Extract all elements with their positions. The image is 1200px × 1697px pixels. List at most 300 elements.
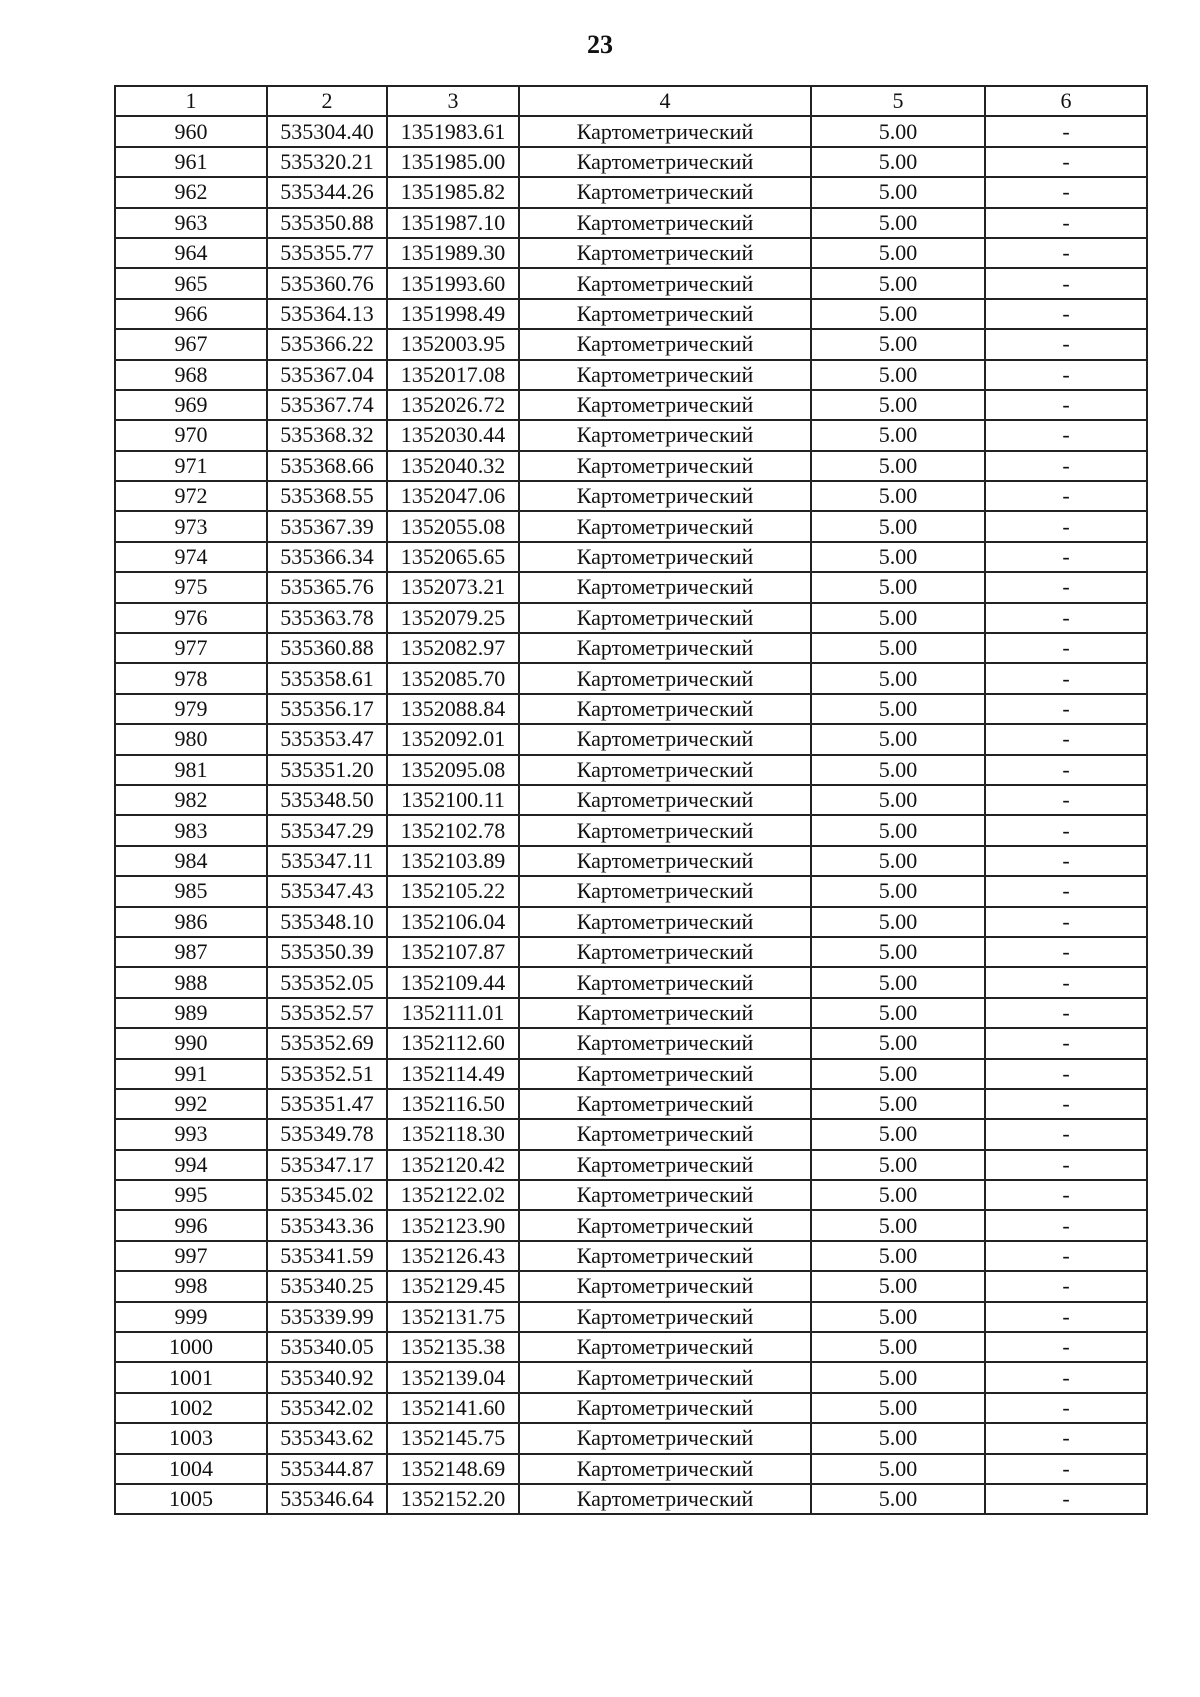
cell-y-coordinate: 1352122.02 <box>387 1180 519 1210</box>
cell-note: - <box>985 420 1147 450</box>
cell-accuracy: 5.00 <box>811 329 985 359</box>
cell-method: Картометрический <box>519 1332 811 1362</box>
cell-accuracy: 5.00 <box>811 1241 985 1271</box>
cell-note: - <box>985 998 1147 1028</box>
cell-y-coordinate: 1351985.00 <box>387 147 519 177</box>
cell-point-number: 1002 <box>115 1393 267 1423</box>
cell-accuracy: 5.00 <box>811 451 985 481</box>
cell-note: - <box>985 390 1147 420</box>
cell-note: - <box>985 360 1147 390</box>
table-row <box>115 1454 1147 1484</box>
cell-x-coordinate: 535350.39 <box>267 937 387 967</box>
cell-point-number: 962 <box>115 177 267 207</box>
table-row <box>115 1210 1147 1240</box>
cell-x-coordinate: 535348.50 <box>267 785 387 815</box>
cell-point-number: 979 <box>115 694 267 724</box>
cell-method: Картометрический <box>519 998 811 1028</box>
cell-method: Картометрический <box>519 1028 811 1058</box>
table-row <box>115 1180 1147 1210</box>
table-row <box>115 542 1147 572</box>
cell-x-coordinate: 535342.02 <box>267 1393 387 1423</box>
table-row <box>115 481 1147 511</box>
cell-accuracy: 5.00 <box>811 876 985 906</box>
cell-x-coordinate: 535345.02 <box>267 1180 387 1210</box>
cell-point-number: 961 <box>115 147 267 177</box>
cell-point-number: 992 <box>115 1089 267 1119</box>
cell-note: - <box>985 177 1147 207</box>
cell-note: - <box>985 1454 1147 1484</box>
cell-y-coordinate: 1352105.22 <box>387 876 519 906</box>
cell-point-number: 980 <box>115 724 267 754</box>
table-row <box>115 633 1147 663</box>
table-row <box>115 420 1147 450</box>
cell-x-coordinate: 535320.21 <box>267 147 387 177</box>
cell-method: Картометрический <box>519 238 811 268</box>
cell-accuracy: 5.00 <box>811 268 985 298</box>
cell-accuracy: 5.00 <box>811 238 985 268</box>
cell-accuracy: 5.00 <box>811 1059 985 1089</box>
cell-point-number: 977 <box>115 633 267 663</box>
cell-y-coordinate: 1352040.32 <box>387 451 519 481</box>
table-row <box>115 724 1147 754</box>
cell-y-coordinate: 1352111.01 <box>387 998 519 1028</box>
cell-x-coordinate: 535348.10 <box>267 907 387 937</box>
cell-method: Картометрический <box>519 1119 811 1149</box>
table-row <box>115 147 1147 177</box>
page-number: 23 <box>587 30 613 59</box>
cell-method: Картометрический <box>519 360 811 390</box>
cell-method: Картометрический <box>519 1241 811 1271</box>
cell-y-coordinate: 1352100.11 <box>387 785 519 815</box>
table-row <box>115 1302 1147 1332</box>
table-row <box>115 907 1147 937</box>
cell-method: Картометрический <box>519 1362 811 1392</box>
table-row <box>115 451 1147 481</box>
cell-x-coordinate: 535368.66 <box>267 451 387 481</box>
cell-method: Картометрический <box>519 694 811 724</box>
cell-method: Картометрический <box>519 177 811 207</box>
cell-y-coordinate: 1352109.44 <box>387 967 519 997</box>
cell-method: Картометрический <box>519 876 811 906</box>
cell-x-coordinate: 535304.40 <box>267 116 387 146</box>
cell-accuracy: 5.00 <box>811 1393 985 1423</box>
cell-note: - <box>985 268 1147 298</box>
cell-accuracy: 5.00 <box>811 1028 985 1058</box>
cell-x-coordinate: 535340.25 <box>267 1271 387 1301</box>
cell-method: Картометрический <box>519 1150 811 1180</box>
cell-x-coordinate: 535343.62 <box>267 1423 387 1453</box>
cell-method: Картометрический <box>519 633 811 663</box>
cell-y-coordinate: 1352047.06 <box>387 481 519 511</box>
column-header-3: 3 <box>387 86 519 116</box>
cell-method: Картометрический <box>519 390 811 420</box>
cell-accuracy: 5.00 <box>811 208 985 238</box>
cell-method: Картометрический <box>519 967 811 997</box>
cell-y-coordinate: 1352145.75 <box>387 1423 519 1453</box>
cell-method: Картометрический <box>519 420 811 450</box>
cell-point-number: 990 <box>115 1028 267 1058</box>
table-row <box>115 694 1147 724</box>
cell-y-coordinate: 1352085.70 <box>387 663 519 693</box>
cell-point-number: 987 <box>115 937 267 967</box>
cell-x-coordinate: 535367.39 <box>267 511 387 541</box>
cell-method: Картометрический <box>519 572 811 602</box>
table-row <box>115 1119 1147 1149</box>
cell-accuracy: 5.00 <box>811 663 985 693</box>
cell-note: - <box>985 1028 1147 1058</box>
table-row <box>115 815 1147 845</box>
cell-note: - <box>985 603 1147 633</box>
table-row <box>115 1059 1147 1089</box>
cell-accuracy: 5.00 <box>811 542 985 572</box>
cell-accuracy: 5.00 <box>811 1180 985 1210</box>
cell-point-number: 1001 <box>115 1362 267 1392</box>
cell-accuracy: 5.00 <box>811 1302 985 1332</box>
cell-y-coordinate: 1352030.44 <box>387 420 519 450</box>
cell-point-number: 983 <box>115 815 267 845</box>
cell-x-coordinate: 535347.29 <box>267 815 387 845</box>
cell-method: Картометрический <box>519 785 811 815</box>
cell-point-number: 970 <box>115 420 267 450</box>
column-header-6: 6 <box>985 86 1147 116</box>
cell-y-coordinate: 1352135.38 <box>387 1332 519 1362</box>
cell-note: - <box>985 785 1147 815</box>
table-row <box>115 663 1147 693</box>
cell-point-number: 971 <box>115 451 267 481</box>
cell-x-coordinate: 535347.43 <box>267 876 387 906</box>
cell-x-coordinate: 535358.61 <box>267 663 387 693</box>
cell-y-coordinate: 1351989.30 <box>387 238 519 268</box>
table-body <box>115 116 1147 1514</box>
cell-note: - <box>985 1271 1147 1301</box>
cell-note: - <box>985 1150 1147 1180</box>
cell-point-number: 960 <box>115 116 267 146</box>
cell-accuracy: 5.00 <box>811 785 985 815</box>
cell-point-number: 975 <box>115 572 267 602</box>
cell-accuracy: 5.00 <box>811 846 985 876</box>
table-row <box>115 876 1147 906</box>
cell-point-number: 1005 <box>115 1484 267 1514</box>
cell-y-coordinate: 1352114.49 <box>387 1059 519 1089</box>
cell-note: - <box>985 572 1147 602</box>
cell-y-coordinate: 1352141.60 <box>387 1393 519 1423</box>
cell-y-coordinate: 1352065.65 <box>387 542 519 572</box>
cell-point-number: 968 <box>115 360 267 390</box>
cell-method: Картометрический <box>519 1059 811 1089</box>
cell-x-coordinate: 535347.17 <box>267 1150 387 1180</box>
cell-note: - <box>985 1241 1147 1271</box>
cell-method: Картометрический <box>519 815 811 845</box>
cell-method: Картометрический <box>519 1484 811 1514</box>
cell-point-number: 965 <box>115 268 267 298</box>
cell-method: Картометрический <box>519 1180 811 1210</box>
cell-point-number: 988 <box>115 967 267 997</box>
cell-y-coordinate: 1352129.45 <box>387 1271 519 1301</box>
cell-point-number: 972 <box>115 481 267 511</box>
cell-note: - <box>985 1059 1147 1089</box>
cell-x-coordinate: 535363.78 <box>267 603 387 633</box>
cell-y-coordinate: 1352118.30 <box>387 1119 519 1149</box>
cell-point-number: 1003 <box>115 1423 267 1453</box>
table-row <box>115 1423 1147 1453</box>
cell-y-coordinate: 1352003.95 <box>387 329 519 359</box>
cell-x-coordinate: 535367.74 <box>267 390 387 420</box>
cell-x-coordinate: 535351.20 <box>267 755 387 785</box>
cell-x-coordinate: 535355.77 <box>267 238 387 268</box>
cell-point-number: 974 <box>115 542 267 572</box>
cell-note: - <box>985 1332 1147 1362</box>
table-row <box>115 360 1147 390</box>
cell-method: Картометрический <box>519 1089 811 1119</box>
cell-note: - <box>985 633 1147 663</box>
cell-method: Картометрический <box>519 1210 811 1240</box>
cell-method: Картометрический <box>519 329 811 359</box>
table-row <box>115 603 1147 633</box>
cell-accuracy: 5.00 <box>811 1210 985 1240</box>
cell-point-number: 997 <box>115 1241 267 1271</box>
cell-accuracy: 5.00 <box>811 1362 985 1392</box>
cell-note: - <box>985 694 1147 724</box>
cell-note: - <box>985 846 1147 876</box>
table-row <box>115 299 1147 329</box>
column-header-5: 5 <box>811 86 985 116</box>
table-row <box>115 755 1147 785</box>
cell-y-coordinate: 1352088.84 <box>387 694 519 724</box>
cell-point-number: 1000 <box>115 1332 267 1362</box>
cell-accuracy: 5.00 <box>811 420 985 450</box>
cell-point-number: 993 <box>115 1119 267 1149</box>
cell-method: Картометрический <box>519 1271 811 1301</box>
table-row <box>115 1150 1147 1180</box>
cell-y-coordinate: 1352095.08 <box>387 755 519 785</box>
cell-x-coordinate: 535346.64 <box>267 1484 387 1514</box>
table-row <box>115 329 1147 359</box>
cell-method: Картометрический <box>519 511 811 541</box>
cell-x-coordinate: 535344.26 <box>267 177 387 207</box>
cell-y-coordinate: 1351983.61 <box>387 116 519 146</box>
cell-method: Картометрический <box>519 1454 811 1484</box>
cell-accuracy: 5.00 <box>811 1484 985 1514</box>
cell-note: - <box>985 329 1147 359</box>
cell-accuracy: 5.00 <box>811 907 985 937</box>
cell-point-number: 986 <box>115 907 267 937</box>
cell-method: Картометрический <box>519 755 811 785</box>
cell-accuracy: 5.00 <box>811 147 985 177</box>
cell-y-coordinate: 1352082.97 <box>387 633 519 663</box>
cell-x-coordinate: 535339.99 <box>267 1302 387 1332</box>
cell-accuracy: 5.00 <box>811 1454 985 1484</box>
cell-y-coordinate: 1352103.89 <box>387 846 519 876</box>
cell-method: Картометрический <box>519 268 811 298</box>
cell-accuracy: 5.00 <box>811 755 985 785</box>
cell-note: - <box>985 1210 1147 1240</box>
cell-point-number: 967 <box>115 329 267 359</box>
table-row <box>115 967 1147 997</box>
cell-x-coordinate: 535352.51 <box>267 1059 387 1089</box>
cell-accuracy: 5.00 <box>811 633 985 663</box>
cell-accuracy: 5.00 <box>811 481 985 511</box>
cell-y-coordinate: 1352139.04 <box>387 1362 519 1392</box>
cell-accuracy: 5.00 <box>811 511 985 541</box>
cell-method: Картометрический <box>519 907 811 937</box>
cell-x-coordinate: 535347.11 <box>267 846 387 876</box>
cell-point-number: 963 <box>115 208 267 238</box>
cell-method: Картометрический <box>519 846 811 876</box>
cell-y-coordinate: 1352092.01 <box>387 724 519 754</box>
cell-accuracy: 5.00 <box>811 1271 985 1301</box>
cell-note: - <box>985 1393 1147 1423</box>
cell-y-coordinate: 1352106.04 <box>387 907 519 937</box>
cell-point-number: 995 <box>115 1180 267 1210</box>
cell-accuracy: 5.00 <box>811 998 985 1028</box>
cell-accuracy: 5.00 <box>811 1332 985 1362</box>
cell-point-number: 989 <box>115 998 267 1028</box>
cell-note: - <box>985 1180 1147 1210</box>
cell-y-coordinate: 1352112.60 <box>387 1028 519 1058</box>
cell-note: - <box>985 116 1147 146</box>
cell-y-coordinate: 1352123.90 <box>387 1210 519 1240</box>
cell-note: - <box>985 238 1147 268</box>
table-row <box>115 268 1147 298</box>
cell-accuracy: 5.00 <box>811 360 985 390</box>
cell-y-coordinate: 1351987.10 <box>387 208 519 238</box>
cell-point-number: 973 <box>115 511 267 541</box>
cell-y-coordinate: 1352102.78 <box>387 815 519 845</box>
cell-x-coordinate: 535364.13 <box>267 299 387 329</box>
cell-point-number: 985 <box>115 876 267 906</box>
cell-note: - <box>985 299 1147 329</box>
cell-y-coordinate: 1352148.69 <box>387 1454 519 1484</box>
cell-accuracy: 5.00 <box>811 116 985 146</box>
cell-point-number: 964 <box>115 238 267 268</box>
cell-accuracy: 5.00 <box>811 937 985 967</box>
table-row <box>115 1393 1147 1423</box>
cell-method: Картометрический <box>519 481 811 511</box>
cell-x-coordinate: 535344.87 <box>267 1454 387 1484</box>
table-row <box>115 785 1147 815</box>
cell-note: - <box>985 208 1147 238</box>
cell-y-coordinate: 1352107.87 <box>387 937 519 967</box>
table-row <box>115 937 1147 967</box>
cell-accuracy: 5.00 <box>811 390 985 420</box>
cell-x-coordinate: 535365.76 <box>267 572 387 602</box>
cell-x-coordinate: 535349.78 <box>267 1119 387 1149</box>
cell-x-coordinate: 535341.59 <box>267 1241 387 1271</box>
table-row <box>115 238 1147 268</box>
cell-point-number: 996 <box>115 1210 267 1240</box>
cell-method: Картометрический <box>519 663 811 693</box>
cell-x-coordinate: 535360.88 <box>267 633 387 663</box>
cell-note: - <box>985 967 1147 997</box>
cell-y-coordinate: 1352116.50 <box>387 1089 519 1119</box>
table-row <box>115 208 1147 238</box>
cell-accuracy: 5.00 <box>811 1423 985 1453</box>
cell-method: Картометрический <box>519 937 811 967</box>
table-row <box>115 1241 1147 1271</box>
cell-x-coordinate: 535367.04 <box>267 360 387 390</box>
cell-x-coordinate: 535340.92 <box>267 1362 387 1392</box>
cell-point-number: 984 <box>115 846 267 876</box>
cell-x-coordinate: 535366.34 <box>267 542 387 572</box>
cell-x-coordinate: 535356.17 <box>267 694 387 724</box>
table-row <box>115 998 1147 1028</box>
cell-note: - <box>985 815 1147 845</box>
cell-note: - <box>985 542 1147 572</box>
cell-y-coordinate: 1352152.20 <box>387 1484 519 1514</box>
cell-note: - <box>985 451 1147 481</box>
cell-point-number: 976 <box>115 603 267 633</box>
cell-note: - <box>985 937 1147 967</box>
cell-y-coordinate: 1352079.25 <box>387 603 519 633</box>
table-row <box>115 1089 1147 1119</box>
cell-x-coordinate: 535368.55 <box>267 481 387 511</box>
table-row <box>115 1362 1147 1392</box>
cell-accuracy: 5.00 <box>811 603 985 633</box>
cell-point-number: 1004 <box>115 1454 267 1484</box>
cell-x-coordinate: 535343.36 <box>267 1210 387 1240</box>
cell-note: - <box>985 147 1147 177</box>
cell-point-number: 994 <box>115 1150 267 1180</box>
cell-y-coordinate: 1352120.42 <box>387 1150 519 1180</box>
cell-accuracy: 5.00 <box>811 1150 985 1180</box>
cell-y-coordinate: 1351998.49 <box>387 299 519 329</box>
table-row <box>115 511 1147 541</box>
cell-point-number: 978 <box>115 663 267 693</box>
cell-note: - <box>985 1119 1147 1149</box>
cell-y-coordinate: 1352073.21 <box>387 572 519 602</box>
cell-point-number: 982 <box>115 785 267 815</box>
cell-x-coordinate: 535351.47 <box>267 1089 387 1119</box>
cell-y-coordinate: 1352131.75 <box>387 1302 519 1332</box>
cell-point-number: 998 <box>115 1271 267 1301</box>
cell-method: Картометрический <box>519 1302 811 1332</box>
cell-accuracy: 5.00 <box>811 572 985 602</box>
cell-x-coordinate: 535350.88 <box>267 208 387 238</box>
cell-y-coordinate: 1352126.43 <box>387 1241 519 1271</box>
cell-note: - <box>985 663 1147 693</box>
table-row <box>115 1484 1147 1514</box>
cell-point-number: 981 <box>115 755 267 785</box>
cell-note: - <box>985 876 1147 906</box>
cell-method: Картометрический <box>519 116 811 146</box>
cell-y-coordinate: 1351993.60 <box>387 268 519 298</box>
cell-point-number: 999 <box>115 1302 267 1332</box>
cell-y-coordinate: 1352017.08 <box>387 360 519 390</box>
column-header-2: 2 <box>267 86 387 116</box>
table-row <box>115 177 1147 207</box>
cell-accuracy: 5.00 <box>811 1119 985 1149</box>
cell-accuracy: 5.00 <box>811 967 985 997</box>
cell-point-number: 966 <box>115 299 267 329</box>
column-header-1: 1 <box>115 86 267 116</box>
cell-method: Картометрический <box>519 147 811 177</box>
table-row <box>115 572 1147 602</box>
cell-x-coordinate: 535340.05 <box>267 1332 387 1362</box>
cell-note: - <box>985 724 1147 754</box>
cell-method: Картометрический <box>519 451 811 481</box>
cell-point-number: 969 <box>115 390 267 420</box>
cell-y-coordinate: 1351985.82 <box>387 177 519 207</box>
cell-y-coordinate: 1352026.72 <box>387 390 519 420</box>
cell-method: Картометрический <box>519 1393 811 1423</box>
coordinates-table <box>114 85 1148 1515</box>
cell-accuracy: 5.00 <box>811 177 985 207</box>
cell-note: - <box>985 755 1147 785</box>
cell-note: - <box>985 1089 1147 1119</box>
cell-accuracy: 5.00 <box>811 815 985 845</box>
cell-method: Картометрический <box>519 603 811 633</box>
cell-point-number: 991 <box>115 1059 267 1089</box>
